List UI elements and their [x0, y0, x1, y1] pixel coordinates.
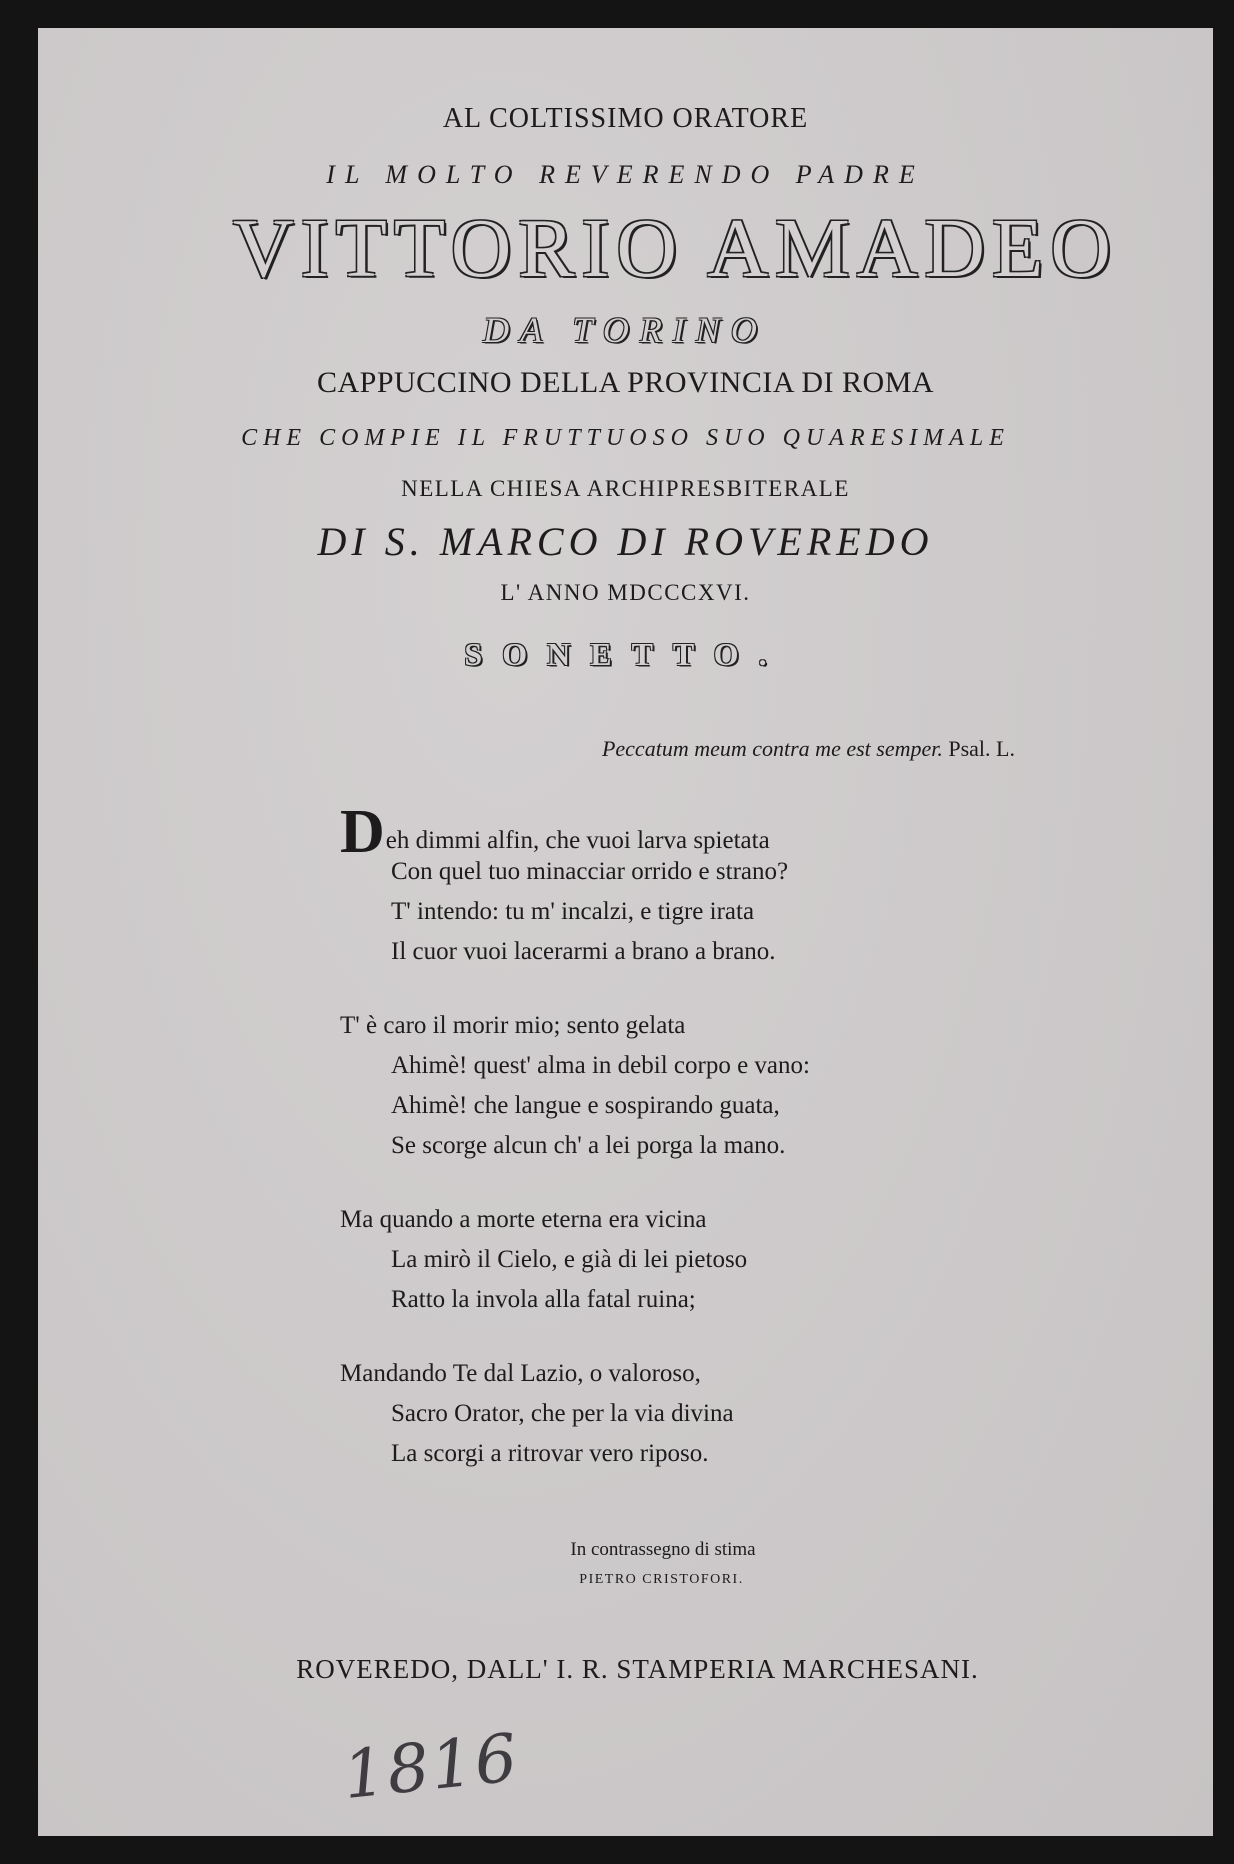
stanza-1: [340, 798, 810, 972]
preacher-name: VITTORIO AMADEO: [232, 202, 1119, 295]
year-line: L' ANNO MDCCCXVI.: [500, 580, 751, 605]
poem-form-heading: SONETTO.: [464, 636, 787, 672]
verse: La scorgi a ritrovar vero riposo.: [391, 1440, 709, 1467]
title-reverend: IL MOLTO REVERENDO PADRE: [326, 160, 925, 189]
stanza-4: [340, 1354, 810, 1474]
verse: T' è caro il morir mio; sento gelata: [340, 1012, 686, 1039]
stanza-3: [340, 1200, 810, 1320]
printer-imprint: ROVEREDO, DALL' I. R. STAMPERIA MARCHESANI.: [296, 1654, 979, 1684]
verse: Ratto la invola alla fatal ruina;: [391, 1286, 696, 1313]
verse: Con quel tuo minacciar orrido e strano?: [391, 858, 789, 885]
epigraph-text: Peccatum meum contra me est semper.: [601, 736, 943, 761]
church-name: DI S. MARCO DI ROVEREDO: [317, 519, 934, 564]
drop-capital: D: [340, 798, 385, 866]
verse: Mandando Te dal Lazio, o valoroso,: [340, 1360, 701, 1387]
verse: Il cuor vuoi lacerarmi a brano a brano.: [391, 938, 776, 965]
sonnet: [340, 798, 810, 1508]
verse: La mirò il Cielo, e già di lei pietoso: [391, 1246, 748, 1273]
dedication-line: AL COLTISSIMO ORATORE: [442, 103, 809, 134]
handwritten-year: 1816: [339, 1719, 523, 1814]
signature-dedication: In contrassegno di stima: [570, 1539, 756, 1560]
epigraph: [602, 736, 1015, 762]
order-province: CAPPUCCINO DELLA PROVINCIA DI ROMA: [316, 366, 935, 399]
epigraph-source: Psal. L.: [948, 736, 1015, 761]
broadside-sheet: [38, 28, 1213, 1836]
verse: Se scorge alcun ch' a lei porga la mano.: [391, 1132, 786, 1159]
verse: T' intendo: tu m' incalzi, e tigre irata: [391, 898, 755, 925]
verse: Ma quando a morte eterna era vicina: [340, 1206, 707, 1233]
verse: eh dimmi alfin, che vuoi larva spietata: [385, 827, 770, 854]
verse: Sacro Orator, che per la via divina: [391, 1400, 734, 1427]
verse: Ahimè! quest' alma in debil corpo e vano:: [391, 1052, 810, 1079]
verse: Ahimè! che langue e sospirando guata,: [391, 1092, 780, 1119]
stanza-2: [340, 1006, 810, 1166]
lent-sermons-line: CHE COMPIE IL FRUTTUOSO SUO QUARESIMALE: [241, 425, 1010, 451]
church-line: NELLA CHIESA ARCHIPRESBITERALE: [401, 476, 850, 501]
preacher-origin: DA TORINO: [483, 310, 768, 350]
signature-author: PIETRO CRISTOFORI.: [579, 1572, 744, 1587]
